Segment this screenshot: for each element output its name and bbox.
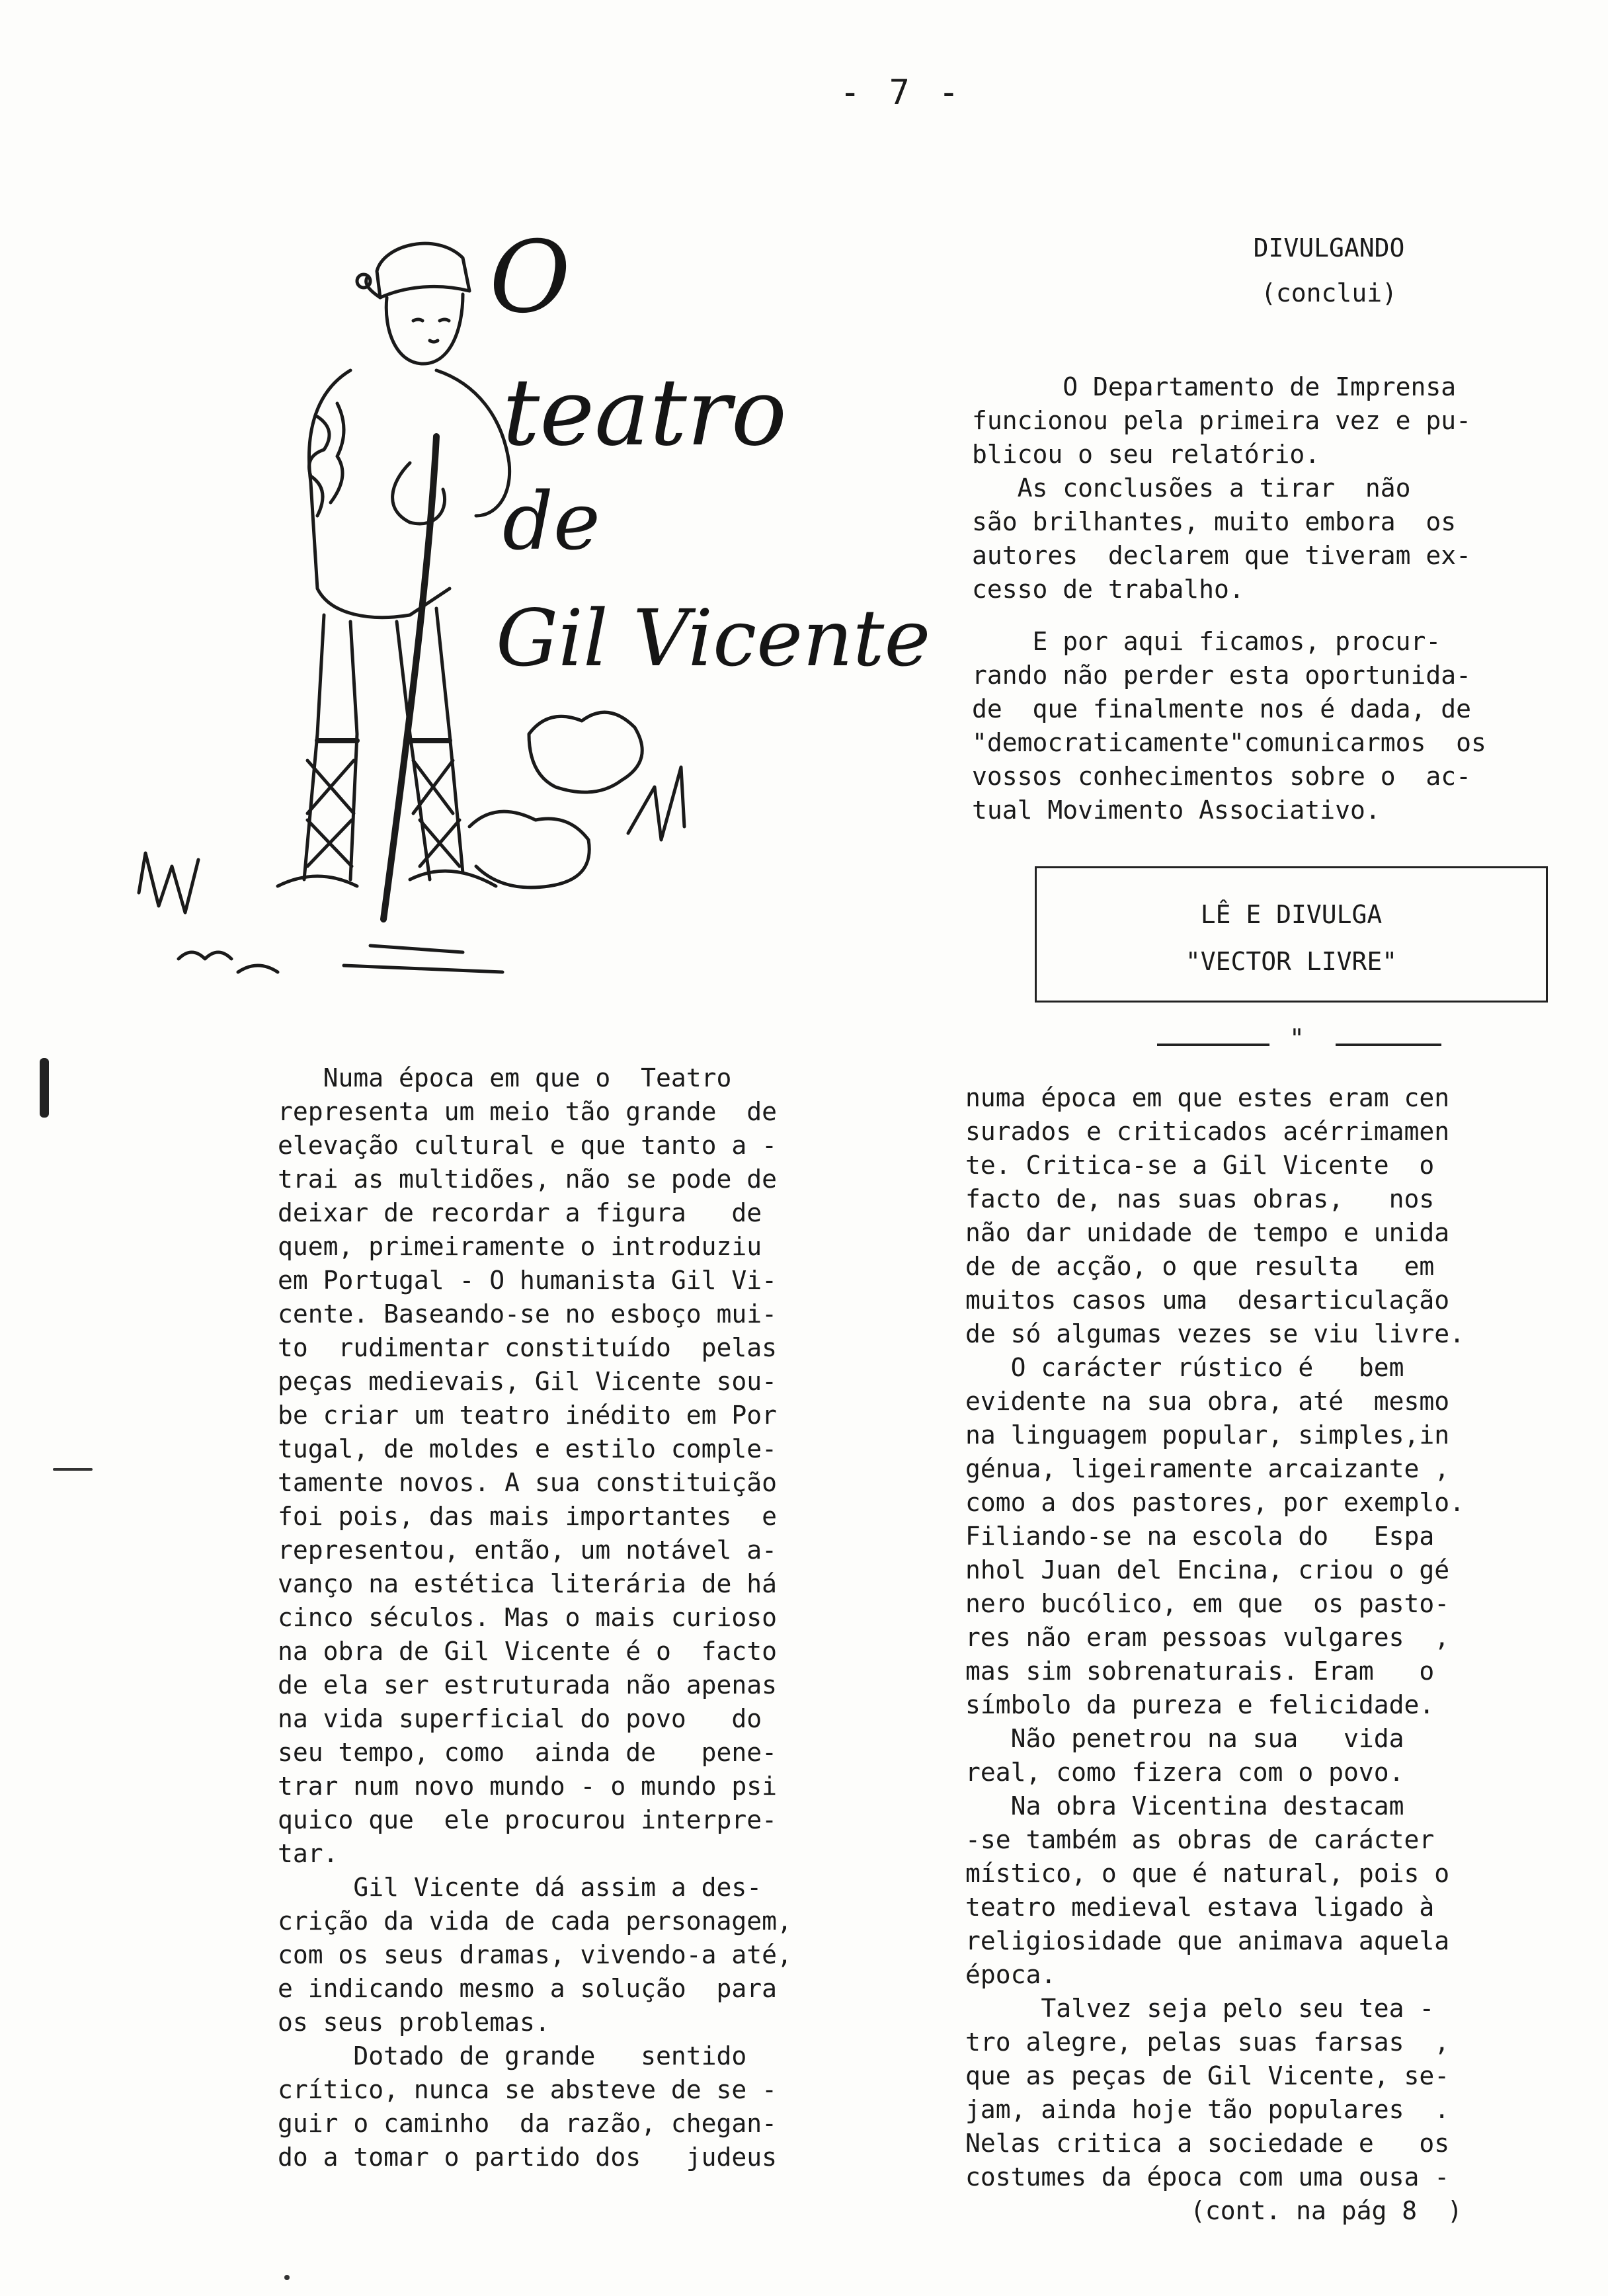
text-line: de que finalmente nos é dada, de bbox=[972, 694, 1471, 723]
text-line: elevação cultural e que tanto a - bbox=[278, 1131, 777, 1160]
text-line: vossos conhecimentos sobre o ac- bbox=[972, 762, 1471, 791]
notice-box bbox=[1035, 866, 1548, 1003]
text-line: costumes da época com uma ousa - bbox=[965, 2162, 1450, 2192]
text-line: As conclusões a tirar não bbox=[972, 473, 1411, 503]
continuation-note: (cont. na pág 8 ) bbox=[1190, 2196, 1463, 2225]
text-line: representa um meio tão grande de bbox=[278, 1097, 777, 1126]
text-line: génua, ligeiramente arcaizante , bbox=[965, 1454, 1450, 1483]
text-line: cinco séculos. Mas o mais curioso bbox=[278, 1603, 777, 1632]
text-line: autores declarem que tiveram ex- bbox=[972, 541, 1471, 570]
text-line: numa época em que estes eram cen bbox=[965, 1083, 1450, 1112]
text-line: funcionou pela primeira vez e pu- bbox=[972, 406, 1471, 435]
text-line: O Departamento de Imprensa bbox=[972, 372, 1457, 401]
text-line: trai as multidões, não se pode de bbox=[278, 1165, 777, 1194]
text-line: místico, o que é natural, pois o bbox=[965, 1859, 1450, 1888]
text-line: Numa época em que o Teatro bbox=[278, 1063, 732, 1092]
text-line: época. bbox=[965, 1960, 1057, 1989]
text-line: jam, ainda hoje tão populares . bbox=[965, 2095, 1450, 2124]
text-line: tar. bbox=[278, 1839, 339, 1868]
text-line: Filiando-se na escola do Espa bbox=[965, 1522, 1435, 1551]
text-line: te. Critica-se a Gil Vicente o bbox=[965, 1151, 1435, 1180]
text-line: tual Movimento Associativo. bbox=[972, 796, 1381, 825]
text-line: cesso de trabalho. bbox=[972, 575, 1244, 604]
divider-mark: " bbox=[1289, 1024, 1305, 1053]
divider-left-rule bbox=[1157, 1044, 1269, 1046]
text-line: cente. Baseando-se no esboço mui- bbox=[278, 1299, 777, 1329]
text-line: nhol Juan del Encina, criou o gé bbox=[965, 1555, 1450, 1584]
text-line: Nelas critica a sociedade e os bbox=[965, 2129, 1450, 2158]
text-line: crítico, nunca se absteve de se - bbox=[278, 2075, 777, 2104]
text-line: -se também as obras de carácter bbox=[965, 1825, 1435, 1854]
notice-line-2: "VECTOR LIVRE" bbox=[1185, 947, 1398, 976]
article-left-column bbox=[278, 1061, 873, 2174]
text-line: os seus problemas. bbox=[278, 2008, 550, 2037]
text-line: quem, primeiramente o introduziu bbox=[278, 1232, 762, 1261]
text-line: foi pois, das mais importantes e bbox=[278, 1502, 777, 1531]
text-line: como a dos pastores, por exemplo. bbox=[965, 1488, 1465, 1517]
text-line: blicou o seu relatório. bbox=[972, 440, 1320, 469]
page-number: - 7 - bbox=[840, 73, 963, 112]
text-line: representou, então, um notável a- bbox=[278, 1536, 777, 1565]
scan-speck bbox=[40, 1058, 49, 1118]
text-line: na linguagem popular, simples,in bbox=[965, 1420, 1450, 1450]
text-line: teatro medieval estava ligado à bbox=[965, 1893, 1435, 1922]
divider-right-rule bbox=[1336, 1044, 1441, 1046]
article-right-column bbox=[965, 1081, 1534, 2228]
article-title-o: O bbox=[489, 220, 571, 335]
text-line: deixar de recordar a figura de bbox=[278, 1198, 762, 1227]
text-line: quico que ele procurou interpre- bbox=[278, 1805, 777, 1834]
text-line: não dar unidade de tempo e unida bbox=[965, 1218, 1450, 1247]
text-line: vanço na estética literária de há bbox=[278, 1569, 777, 1598]
text-line: be criar um teatro inédito em Por bbox=[278, 1401, 777, 1430]
text-line: Dotado de grande sentido bbox=[278, 2041, 747, 2070]
text-line: guir o caminho da razão, chegan- bbox=[278, 2109, 777, 2138]
text-line: de só algumas vezes se viu livre. bbox=[965, 1319, 1465, 1348]
notice-line-1: LÊ E DIVULGA bbox=[1200, 900, 1383, 929]
text-line: "democraticamente"comunicarmos os bbox=[972, 728, 1486, 757]
text-line: na vida superficial do povo do bbox=[278, 1704, 762, 1733]
article-title-teatro: teatro bbox=[502, 359, 787, 467]
text-line: do a tomar o partido dos judeus bbox=[278, 2143, 777, 2172]
text-line: E por aqui ficamos, procur- bbox=[972, 627, 1441, 656]
text-line: trar num novo mundo - o mundo psi bbox=[278, 1772, 777, 1801]
text-line: tamente novos. A sua constituição bbox=[278, 1468, 777, 1497]
divulgando-subheading: (conclui) bbox=[1261, 278, 1397, 308]
text-line: com os seus dramas, vivendo-a até, bbox=[278, 1940, 792, 1969]
text-line: evidente na sua obra, até mesmo bbox=[965, 1387, 1450, 1416]
divulgando-body bbox=[972, 370, 1541, 827]
text-line: em Portugal - O humanista Gil Vi- bbox=[278, 1266, 777, 1295]
scan-speck bbox=[284, 2275, 290, 2280]
text-line: nero bucólico, em que os pasto- bbox=[965, 1589, 1450, 1618]
text-line: de ela ser estruturada não apenas bbox=[278, 1670, 777, 1700]
divulgando-heading: DIVULGANDO bbox=[1253, 233, 1405, 263]
text-line: na obra de Gil Vicente é o facto bbox=[278, 1637, 777, 1666]
text-line: Gil Vicente dá assim a des- bbox=[278, 1873, 762, 1902]
text-line: to rudimentar constituído pelas bbox=[278, 1333, 777, 1362]
text-line: símbolo da pureza e felicidade. bbox=[965, 1690, 1435, 1719]
article-title-de: de bbox=[502, 476, 600, 568]
text-line: real, como fizera com o povo. bbox=[965, 1758, 1404, 1787]
text-line: Na obra Vicentina destacam bbox=[965, 1791, 1404, 1821]
text-line: muitos casos uma desarticulação bbox=[965, 1286, 1450, 1315]
text-line: seu tempo, como ainda de pene- bbox=[278, 1738, 777, 1767]
text-line: tugal, de moldes e estilo comple- bbox=[278, 1434, 777, 1463]
text-line: rando não perder esta oportunida- bbox=[972, 661, 1471, 690]
text-line: mas sim sobrenaturais. Eram o bbox=[965, 1657, 1435, 1686]
text-line: tro alegre, pelas suas farsas , bbox=[965, 2028, 1450, 2057]
text-line: peças medievais, Gil Vicente sou- bbox=[278, 1367, 777, 1396]
text-line: que as peças de Gil Vicente, se- bbox=[965, 2061, 1450, 2090]
divulgando-paragraph bbox=[972, 370, 1541, 606]
article-title-gil-vicente: Gil Vicente bbox=[496, 593, 931, 684]
text-line: são brilhantes, muito embora os bbox=[972, 507, 1457, 536]
divulgando-paragraph bbox=[972, 625, 1541, 827]
text-line: O carácter rústico é bem bbox=[965, 1353, 1404, 1382]
scan-speck bbox=[53, 1468, 93, 1471]
text-line: crição da vida de cada personagem, bbox=[278, 1906, 792, 1936]
text-line: Não penetrou na sua vida bbox=[965, 1724, 1404, 1753]
text-line: religiosidade que animava aquela bbox=[965, 1926, 1450, 1955]
text-line: res não eram pessoas vulgares , bbox=[965, 1623, 1450, 1652]
text-line: e indicando mesmo a solução para bbox=[278, 1974, 777, 2003]
text-line: surados e criticados acérrimamen bbox=[965, 1117, 1450, 1146]
text-line: de de acção, o que resulta em bbox=[965, 1252, 1435, 1281]
text-line: facto de, nas suas obras, nos bbox=[965, 1184, 1435, 1213]
text-line: Talvez seja pelo seu tea - bbox=[965, 1994, 1435, 2023]
